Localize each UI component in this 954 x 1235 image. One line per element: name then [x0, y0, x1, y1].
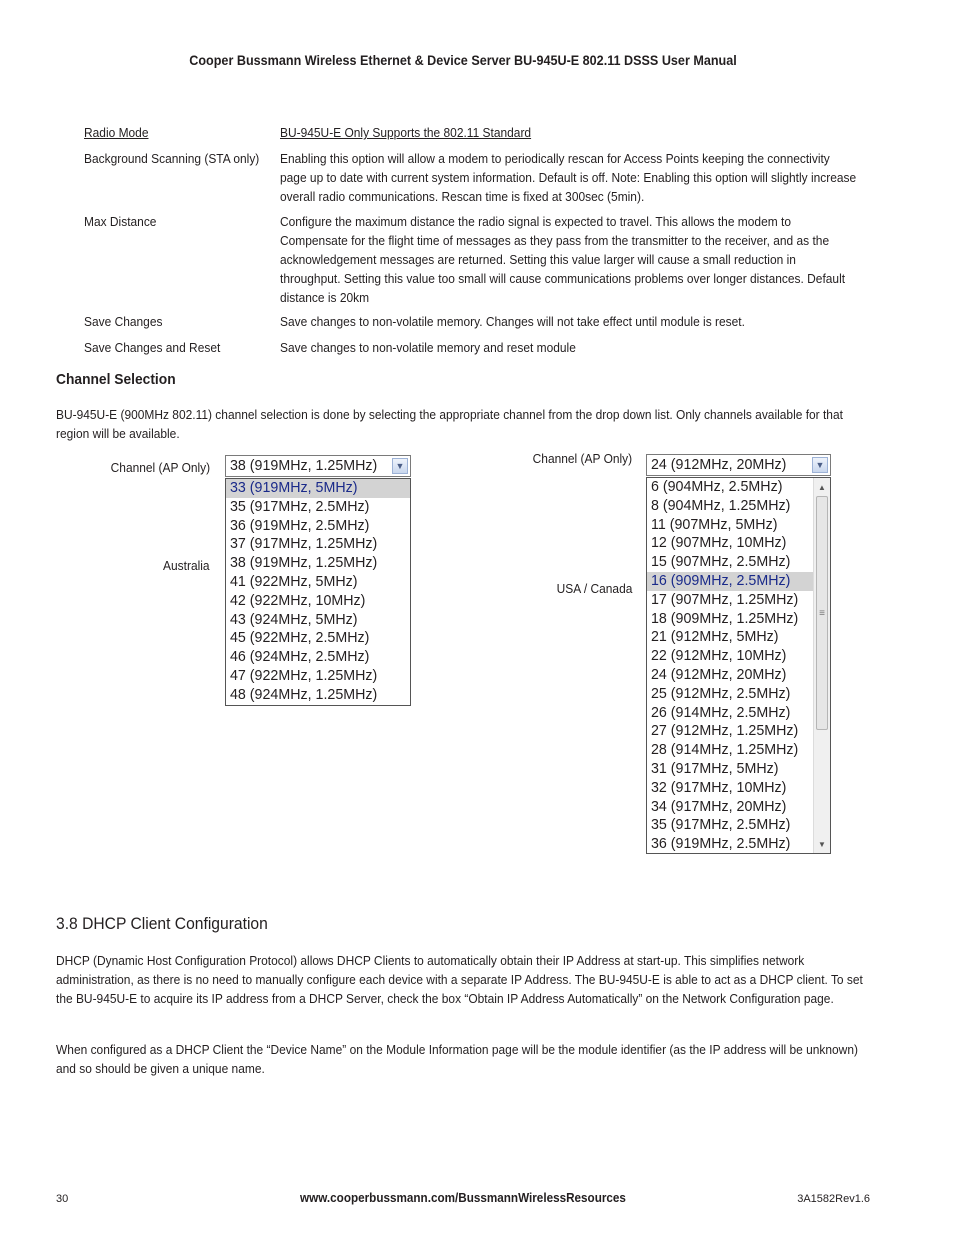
- au-channel-listbox[interactable]: [225, 478, 411, 706]
- au-channel-option-label: 47 (922MHz, 1.25MHz): [230, 666, 378, 684]
- au-region-label: Australia: [163, 558, 210, 573]
- term-background-scanning: Background Scanning (STA only): [84, 151, 260, 166]
- us-channel-option[interactable]: [647, 666, 830, 685]
- scroll-down-arrow-icon[interactable]: ▼: [818, 839, 826, 849]
- us-channel-option-label: 12 (907MHz, 10MHz): [651, 534, 787, 552]
- us-channel-option-label: 36 (919MHz, 2.5MHz): [651, 835, 791, 853]
- desc-max-distance: Configure the maximum distance the radio signal is expected to travel. This allows the modem to Compensate for the flight time of messages as they pass from the transmitter to the receiver, and as the acknowledgement messages are returned. Setting this value larger will cause a small reduction in throughput. Setting this value too small will cause communications problems over longer distances. Default distance is 20km: [280, 214, 846, 305]
- us-channel-option-label: 27 (912MHz, 1.25MHz): [651, 722, 799, 740]
- au-channel-option-label: 33 (919MHz, 5MHz): [230, 479, 358, 496]
- us-channel-option[interactable]: [647, 685, 830, 704]
- scroll-thumb[interactable]: ≡: [816, 496, 828, 730]
- us-channel-option[interactable]: [647, 704, 830, 723]
- us-channel-option-label: 21 (912MHz, 5MHz): [651, 628, 779, 646]
- us-channel-option-label: 24 (912MHz, 20MHz): [651, 665, 787, 683]
- us-channel-select-value: 24 (912MHz, 20MHz): [651, 456, 787, 473]
- au-channel-option[interactable]: [226, 648, 410, 667]
- desc-save-changes-reset: Save changes to non-volatile memory and reset module: [280, 340, 576, 355]
- us-channel-option[interactable]: [647, 497, 830, 516]
- desc-save-changes: Save changes to non-volatile memory. Changes will not take effect until module is reset.: [280, 314, 745, 329]
- term-save-changes-reset: Save Changes and Reset: [84, 340, 221, 355]
- channel-selection-body: BU-945U-E (900MHz 802.11) channel selection is done by selecting the appropriate channel from the drop down list. Only channels available for that region will be available.: [56, 407, 843, 441]
- dhcp-paragraph-1: DHCP (Dynamic Host Configuration Protocol) allows DHCP Clients to automatically obtain their IP Address at start-up. This simplifies network administration, as there is no need to manually configure each device with a separate IP Address. The BU-945U-E is able to act as a DHCP client. To set the BU-945U-E to acquire its IP address from a DHCP Server, check the box “Obtain IP Address Automatically” on the Network Configuration page.: [56, 953, 863, 1006]
- us-channel-option-label: 34 (917MHz, 20MHz): [651, 797, 787, 815]
- au-channel-option-label: 35 (917MHz, 2.5MHz): [230, 497, 370, 515]
- us-channel-option-label: 31 (917MHz, 5MHz): [651, 759, 779, 777]
- us-channel-option[interactable]: [647, 610, 830, 629]
- au-channel-select[interactable]: [225, 455, 411, 477]
- au-channel-option-label: 46 (924MHz, 2.5MHz): [230, 648, 370, 666]
- term-max-distance: Max Distance: [84, 214, 157, 229]
- chevron-down-icon[interactable]: ▼: [392, 458, 408, 474]
- au-channel-option[interactable]: [226, 479, 410, 498]
- us-channel-option-label: 35 (917MHz, 2.5MHz): [651, 816, 791, 834]
- au-channel-option[interactable]: [226, 592, 410, 611]
- au-channel-option-label: 45 (922MHz, 2.5MHz): [230, 629, 370, 647]
- us-region-label: USA / Canada: [556, 581, 632, 596]
- us-channel-option[interactable]: [647, 647, 830, 666]
- footer-url[interactable]: www.cooperbussmann.com/BussmannWirelessResources: [300, 1190, 626, 1205]
- au-channel-option[interactable]: [226, 498, 410, 517]
- us-channel-option[interactable]: [647, 553, 830, 572]
- document-header-title: Cooper Bussmann Wireless Ethernet & Device Server BU-945U-E 802.11 DSSS User Manual: [189, 52, 737, 68]
- au-channel-option[interactable]: [226, 554, 410, 573]
- us-channel-option-label: 6 (904MHz, 2.5MHz): [651, 478, 783, 495]
- au-channel-option-label: 43 (924MHz, 5MHz): [230, 610, 358, 628]
- au-channel-option-label: 41 (922MHz, 5MHz): [230, 572, 358, 590]
- us-channel-label: Channel (AP Only): [532, 451, 632, 466]
- us-channel-option-label: 16 (909MHz, 2.5MHz): [651, 571, 791, 589]
- au-channel-select-value: 38 (919MHz, 1.25MHz): [230, 457, 378, 474]
- term-save-changes: Save Changes: [84, 314, 163, 329]
- chevron-down-icon[interactable]: ▼: [812, 457, 828, 473]
- us-channel-option-label: 25 (912MHz, 2.5MHz): [651, 684, 791, 702]
- au-channel-option-label: 37 (917MHz, 1.25MHz): [230, 535, 378, 553]
- us-channel-option-label: 26 (914MHz, 2.5MHz): [651, 703, 791, 721]
- dhcp-paragraph-2: When configured as a DHCP Client the “Device Name” on the Module Information page will be the module identifier (as the IP address will be unknown) and so should be given a unique name.: [56, 1042, 858, 1076]
- us-channel-option[interactable]: [647, 722, 830, 741]
- us-listbox-scrollbar[interactable]: [813, 478, 830, 853]
- term-radio-mode: Radio Mode: [84, 125, 149, 140]
- us-channel-option[interactable]: [647, 534, 830, 553]
- channel-selection-heading: Channel Selection: [56, 371, 176, 388]
- au-channel-option[interactable]: [226, 611, 410, 630]
- au-channel-option-label: 48 (924MHz, 1.25MHz): [230, 685, 378, 703]
- us-channel-option[interactable]: [647, 798, 830, 817]
- us-channel-option[interactable]: [647, 779, 830, 798]
- us-channel-select[interactable]: [646, 454, 831, 476]
- us-channel-option[interactable]: [647, 816, 830, 835]
- us-channel-option-label: 8 (904MHz, 1.25MHz): [651, 496, 791, 514]
- us-channel-option-label: 28 (914MHz, 1.25MHz): [651, 741, 799, 759]
- us-channel-option-label: 32 (917MHz, 10MHz): [651, 778, 787, 796]
- us-channel-option[interactable]: [647, 478, 830, 497]
- us-channel-option[interactable]: [647, 516, 830, 535]
- us-channel-listbox[interactable]: [646, 477, 831, 854]
- us-channel-option[interactable]: [647, 741, 830, 760]
- desc-radio-mode: BU-945U-E Only Supports the 802.11 Standard: [280, 125, 532, 140]
- au-channel-option[interactable]: [226, 667, 410, 686]
- au-channel-option[interactable]: [226, 517, 410, 536]
- au-channel-label: Channel (AP Only): [110, 460, 210, 475]
- scroll-up-arrow-icon[interactable]: ▲: [818, 482, 826, 492]
- dhcp-heading: 3.8 DHCP Client Configuration: [56, 914, 268, 933]
- footer-page-number: 30: [56, 1193, 69, 1205]
- au-channel-option-label: 36 (919MHz, 2.5MHz): [230, 516, 370, 534]
- au-channel-option[interactable]: [226, 573, 410, 592]
- au-channel-option[interactable]: [226, 686, 410, 705]
- us-channel-option[interactable]: [647, 628, 830, 647]
- us-channel-option-label: 22 (912MHz, 10MHz): [651, 647, 787, 665]
- us-channel-option-label: 18 (909MHz, 1.25MHz): [651, 609, 799, 627]
- us-channel-option[interactable]: [647, 572, 830, 591]
- us-channel-option[interactable]: [647, 591, 830, 610]
- au-channel-option-label: 38 (919MHz, 1.25MHz): [230, 554, 378, 572]
- us-channel-option-label: 17 (907MHz, 1.25MHz): [651, 590, 799, 608]
- us-channel-option[interactable]: [647, 760, 830, 779]
- au-channel-option[interactable]: [226, 629, 410, 648]
- us-channel-option[interactable]: [647, 835, 830, 854]
- au-channel-option-label: 42 (922MHz, 10MHz): [230, 591, 366, 609]
- desc-background-scanning: Enabling this option will allow a modem to periodically rescan for Access Points keeping the connectivity page up to date with current system information. Default is off. Note: Enabling this option will slightly increase overall radio communications. Rescan time is fixed at 300sec (5min).: [280, 151, 857, 204]
- footer-revision: 3A1582Rev1.6: [797, 1193, 870, 1205]
- us-channel-option-label: 15 (907MHz, 2.5MHz): [651, 553, 791, 571]
- au-channel-option[interactable]: [226, 535, 410, 554]
- us-channel-option-label: 11 (907MHz, 5MHz): [651, 515, 778, 533]
